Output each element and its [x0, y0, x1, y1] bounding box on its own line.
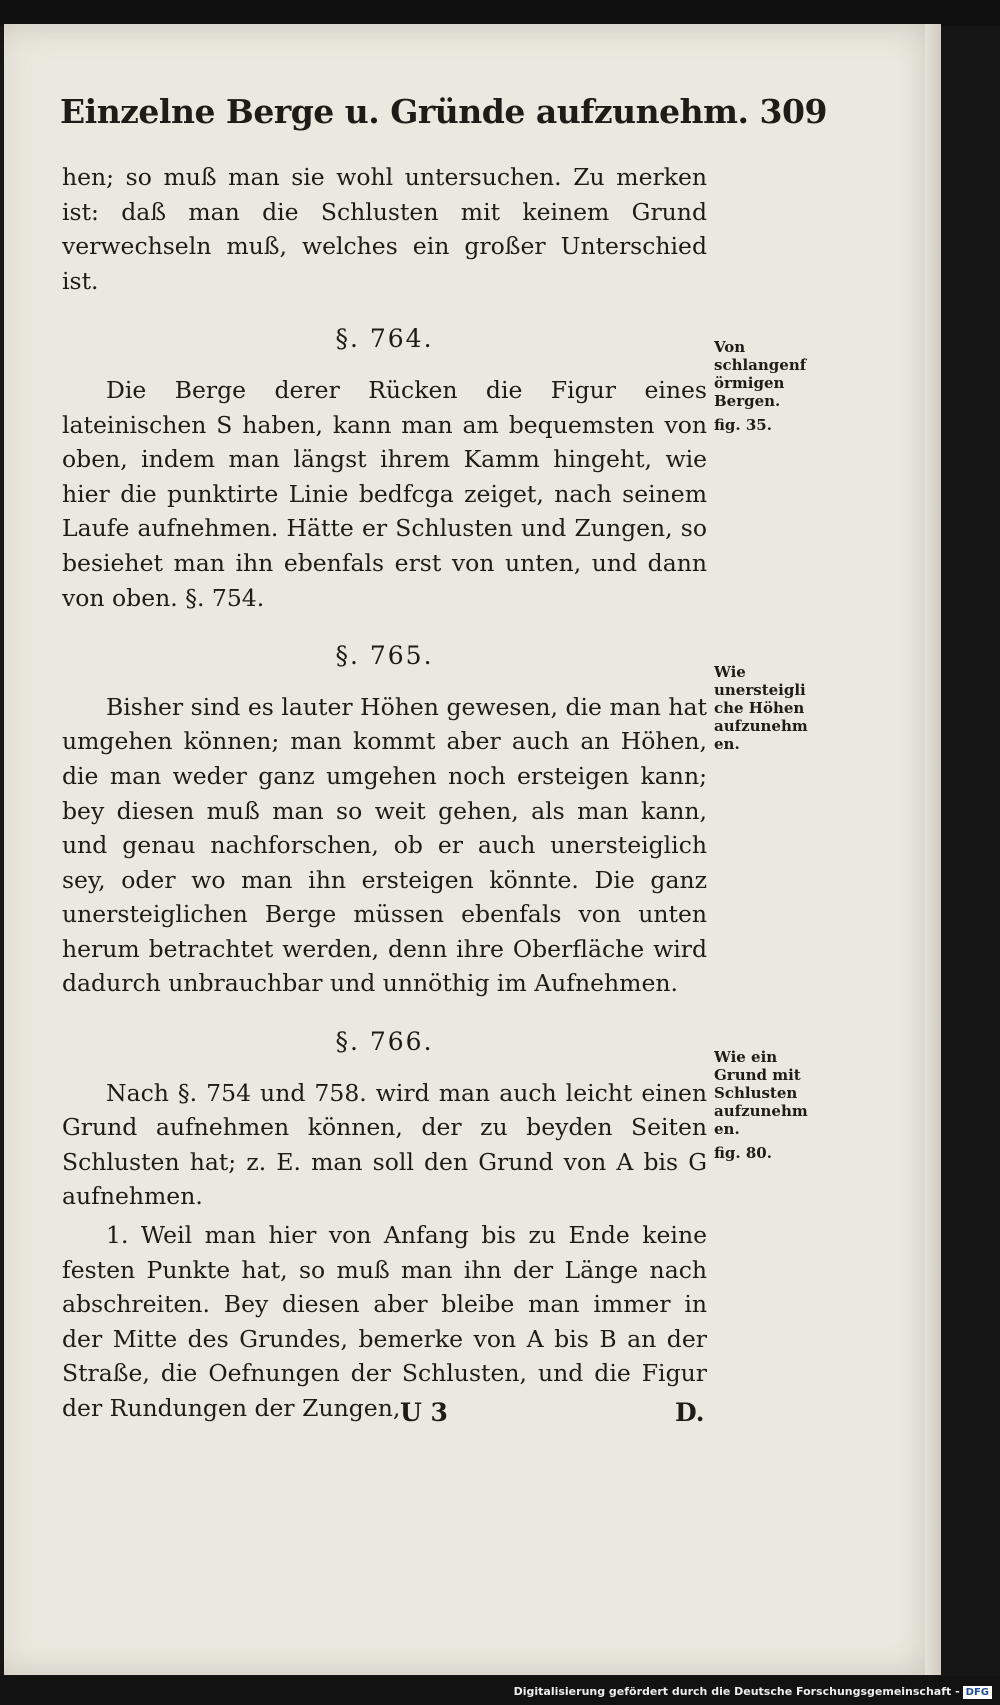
margin-note-764-figure: fig. 35.: [714, 416, 772, 434]
section-766-item-1: 1. Weil man hier von Anfang bis zu Ende keine festen Punkte hat, so muß man ihn der Länge nach abschreiten. Bey diesen aber bleibe man immer in der Mitte des Grundes, bemerke von A bis B an der Straße, die Oefnungen der Schlusten, und die Figur der Rundungen der Zungen,: [62, 1221, 707, 1422]
catchword: D.: [675, 1398, 705, 1427]
margin-note-766: [714, 1048, 814, 1162]
page-edge-shadow: [925, 24, 941, 1675]
intro-paragraph: hen; so muß man sie wohl untersuchen. Zu merken ist: daß man die Schlusten mit keinem Grund verwechseln muß, welches ein großer Unterschied ist.: [62, 163, 707, 295]
digitization-credit: [514, 1685, 992, 1699]
section-766-paragraph: Nach §. 754 und 758. wird man auch leicht einen Grund aufnehmen können, der zu beyden Seiten Schlusten hat; z. E. man soll den Grund von A bis G aufnehmen.: [62, 1078, 707, 1211]
running-title: Einzelne Berge u. Gründe aufzunehm.: [60, 92, 749, 131]
margin-note-766-text: Wie ein Grund mit Schlusten aufzunehmen.: [714, 1048, 808, 1138]
dfg-logo: DFG: [963, 1686, 992, 1699]
margin-note-766-figure: fig. 80.: [714, 1144, 772, 1162]
section-766-heading: §. 766.: [335, 1027, 434, 1057]
margin-note-765-text: Wie unersteigliche Höhen aufzunehmen.: [714, 663, 808, 753]
scan-border-top: [0, 0, 1000, 26]
page-number: 309: [759, 92, 827, 131]
section-764-heading: §. 764.: [335, 324, 434, 354]
margin-note-764: [714, 338, 814, 434]
section-765-heading: §. 765.: [335, 641, 434, 671]
main-text-column: [62, 160, 707, 1426]
margin-note-765: [714, 663, 814, 753]
running-header: [60, 92, 827, 131]
section-765-paragraph: Bisher sind es lauter Höhen gewesen, die man hat umgehen können; man kommt aber auch an Höhen, die man weder ganz umgehen noch ersteigen kann; bey diesen muß man so weit gehen, als man kann, und genau nachforschen, ob er auch unersteiglich sey, oder wo man ihn ersteigen könnte. Die ganz unersteiglichen Berge müssen ebenfals von unten herum betrachtet werden, denn ihre Oberfläche wird dadurch unbrauchbar und unnöthig im Aufnehmen.: [62, 692, 707, 998]
signature-mark: U 3: [400, 1398, 448, 1427]
margin-note-764-text: Von schlangenförmigen Bergen.: [714, 338, 807, 410]
credit-text: Digitalisierung gefördert durch die Deutsche Forschungsgemeinschaft -: [513, 1685, 960, 1698]
section-764-paragraph: Die Berge derer Rücken die Figur eines lateinischen S haben, kann man am bequemsten von oben, indem man längst ihrem Kamm hingeht, wie hier die punktirte Linie bedfcga zeiget, nach seinem Laufe aufnehmen. Hätte er Schlusten und Zungen, so besiehet man ihn ebenfals erst von unten, und dann von oben. §. 754.: [62, 375, 707, 612]
